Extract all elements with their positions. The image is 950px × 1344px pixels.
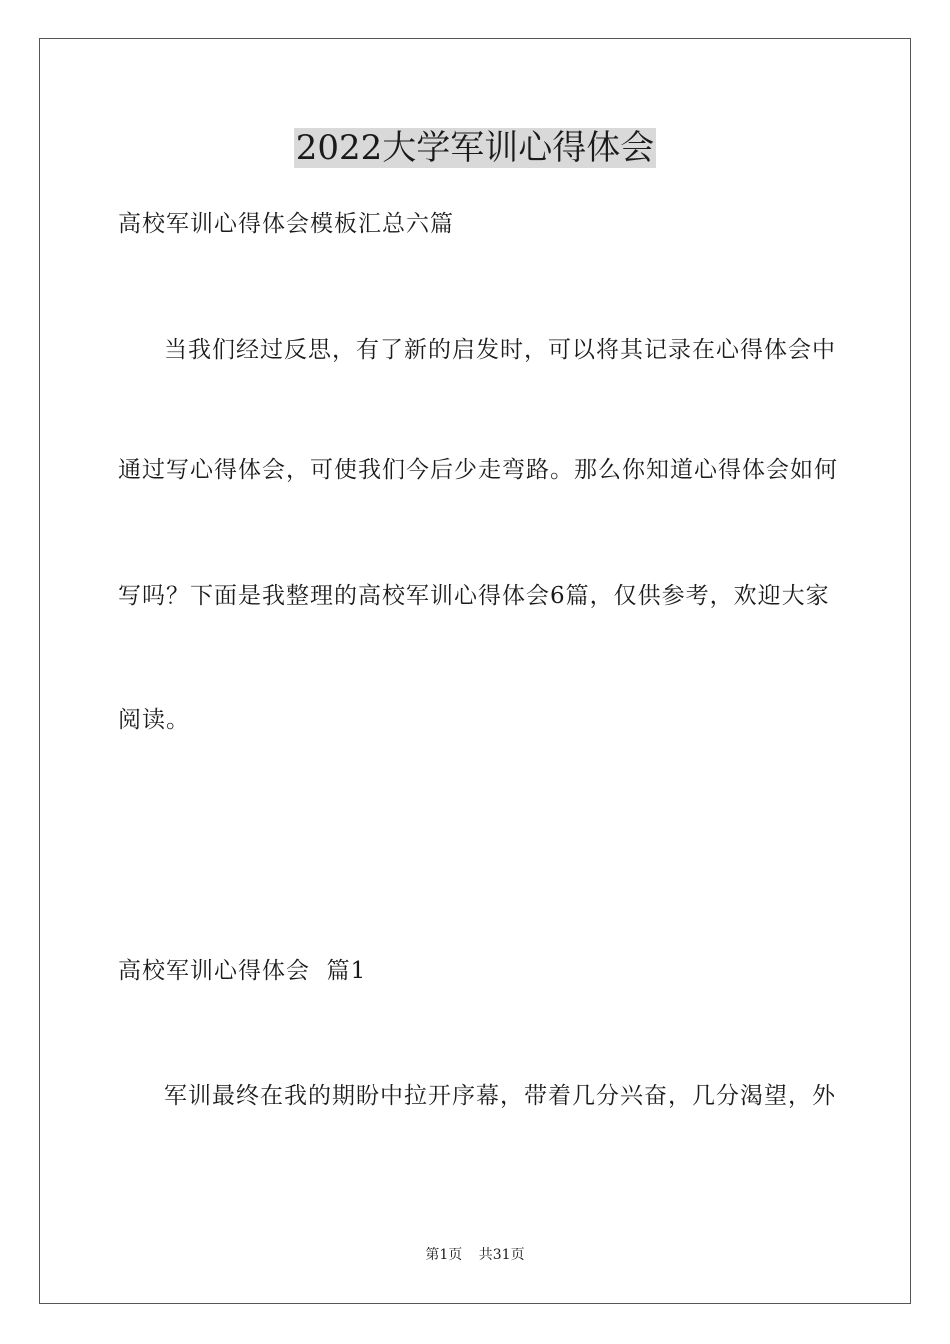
page-total: 共31页 — [478, 1247, 525, 1263]
page-footer — [0, 1245, 950, 1265]
intro-line-4: 阅读。 — [118, 707, 190, 733]
page-number: 第1页 — [425, 1247, 463, 1263]
section-heading: 高校军训心得体会 篇1 — [118, 958, 367, 984]
intro-line-1: 当我们经过反思，有了新的启发时，可以将其记录在心得体会中 — [164, 337, 836, 363]
document-title: 2022大学军训心得体会 — [295, 128, 655, 168]
intro-line-2: 通过写心得体会，可使我们今后少走弯路。那么你知道心得体会如何 — [118, 457, 838, 483]
intro-line-3: 写吗？下面是我整理的高校军训心得体会6篇，仅供参考，欢迎大家 — [118, 583, 830, 609]
document-subtitle: 高校军训心得体会模板汇总六篇 — [118, 211, 454, 237]
section-line-1: 军训最终在我的期盼中拉开序幕，带着几分兴奋，几分渴望，外 — [164, 1083, 836, 1109]
